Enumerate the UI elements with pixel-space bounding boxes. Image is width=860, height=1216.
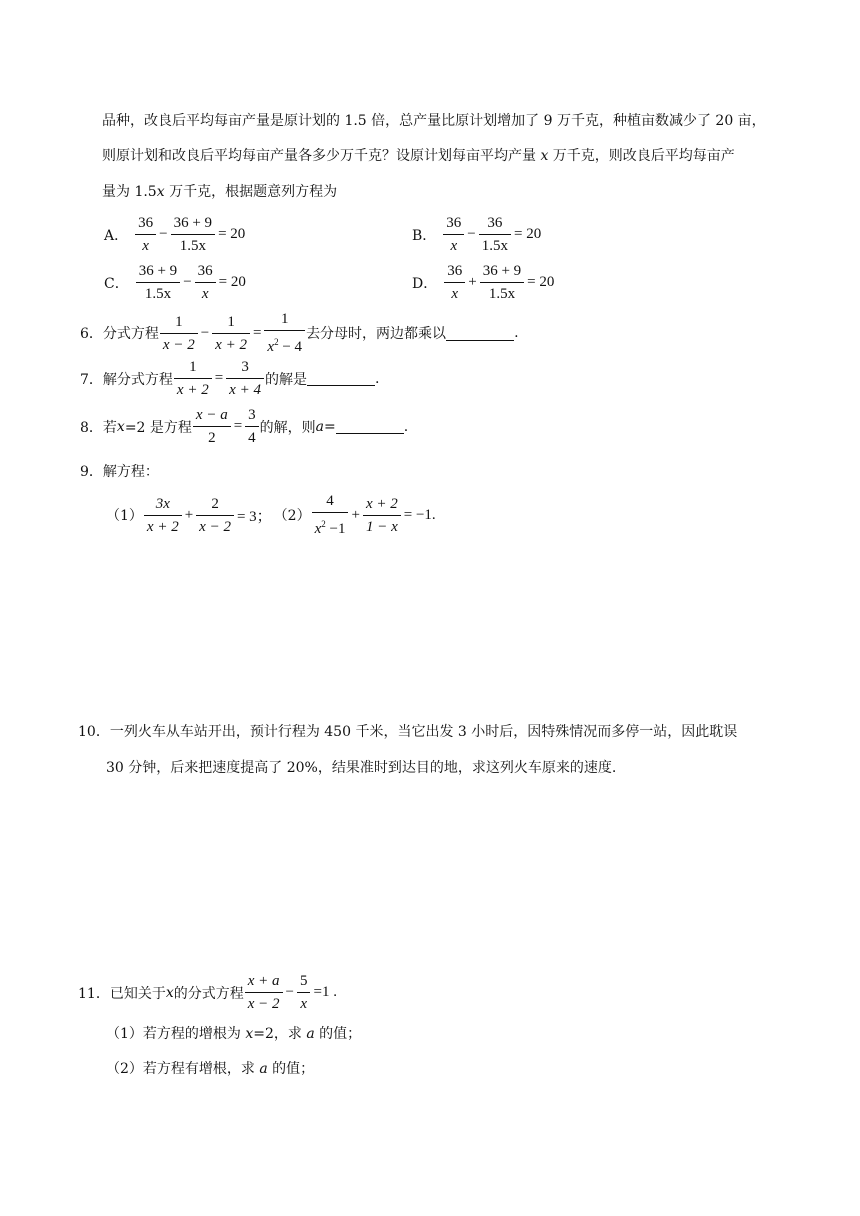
question-11 [78,972,339,1013]
rhs: = 20 [527,274,555,290]
numerator: 36 + 9 [480,262,524,283]
question-text: 分式方程 [102,326,159,342]
numerator: 1 [160,313,198,334]
numerator: 3x [144,495,182,516]
fraction [212,313,250,354]
question-text: 已知关于 [109,985,166,1002]
denominator: x − 2 [162,336,195,353]
numerator: 1 [174,358,212,379]
question-9-parts [106,492,438,538]
intro-text-2a: 则原计划和改良后平均每亩产量各多少万千克？设原计划每亩平均产量 [102,148,541,164]
denominator: x + 4 [229,382,261,398]
numerator: 1 [264,310,305,331]
numerator: 4 [312,492,349,513]
numerator: 36 [195,262,216,283]
operator: − [159,226,168,242]
intro-text-2b: 万千克，则改良后平均每亩产 [548,148,735,164]
question-6 [80,310,519,356]
fraction [171,214,215,255]
option-d-label: D． [412,275,438,292]
question-text: 的值； [267,1061,315,1077]
denominator: x [201,286,209,302]
denominator: x [142,238,149,254]
var-x: x [245,1026,254,1042]
question-text: （1）若方程的增根为 [106,1026,246,1042]
fraction [245,406,259,447]
fraction [312,492,349,538]
denominator: 1.5x [144,286,172,302]
fraction [480,262,524,303]
operator: − [183,274,192,290]
fraction [174,358,212,399]
operator: = [252,324,262,341]
numerator: 2 [196,495,234,516]
numerator: 36 [135,214,156,235]
intro-line-3 [102,182,337,202]
question-text: 去分母时，两边都乘以 [306,326,447,342]
intro-line-1 [102,111,766,131]
question-text: 的分式方程 [173,985,244,1002]
question-number: 11． [78,985,110,1002]
question-text: 30 分钟，后来把速度提高了 20%，结果准时到达目的地，求这列火车原来的速度. [106,760,617,776]
denominator: 1 − x [365,518,398,535]
fraction [443,214,464,255]
period: . [514,325,519,341]
rhs: = 20 [218,226,246,242]
var-x: x [156,184,165,200]
var-a: a [315,418,325,435]
denominator: 2 [208,430,216,446]
numerator: 3 [226,358,264,379]
operator: = [233,418,243,434]
exponent: 2 [274,337,279,347]
question-10-line-1 [78,722,737,742]
operator: = [214,370,224,386]
numerator: 36 [479,214,511,235]
question-text: 的解是 [264,371,307,388]
question-8 [80,406,408,447]
numerator: x − a [193,406,231,427]
question-number: 7． [80,371,103,388]
question-11-part-1 [106,1024,361,1044]
fraction [245,972,283,1013]
numerator: x + 2 [363,495,401,516]
var-a: a [306,1026,315,1042]
period: . [374,370,380,387]
option-c-label: C． [104,275,129,292]
question-text: 的值； [314,1026,362,1042]
option-c [104,262,248,303]
question-number: 10． [78,724,110,740]
numerator: x + a [245,972,283,993]
question-11-part-2 [106,1059,314,1079]
fraction [135,214,156,255]
fraction [196,495,234,536]
var-x: x [165,984,174,1001]
fraction [193,406,231,447]
question-number: 6． [80,326,103,342]
part-label: （2） [273,508,311,524]
denominator [264,331,305,356]
numerator: 3 [245,406,259,427]
intro-text-1: 品种，改良后平均每亩产量是原计划的 1.5 倍，总产量比原计划增加了 9 万千克，种植亩数减少了 20 亩， [102,113,766,129]
intro-text-3b: 万千克，根据题意列方程为 [164,184,338,200]
question-7 [80,358,379,399]
rhs: =1 . [313,984,337,1000]
var-a: a [259,1061,268,1077]
denominator-rest: − 4 [278,339,303,355]
numerator: 36 + 9 [171,214,215,235]
answer-blank[interactable] [336,419,404,434]
question-number: 8． [80,419,103,436]
denominator: 4 [248,430,256,446]
rhs: = −1. [403,506,436,523]
numerator: 36 [444,262,465,283]
part-label: （1） [106,508,143,524]
denominator: x − 2 [199,518,231,535]
question-text: =2，求 [253,1026,307,1042]
question-number: 9． [80,464,103,480]
fraction [195,262,216,303]
var-x: x [267,339,275,355]
denominator: 1.5x [488,286,516,302]
operator: + [468,274,477,290]
option-d [412,262,556,303]
fraction [479,214,511,255]
fraction [226,358,264,399]
question-text: 若 [102,419,117,436]
option-a-label: A． [104,227,129,244]
denominator: x − 2 [247,996,280,1012]
operator: + [184,506,194,523]
intro-line-2 [102,146,735,166]
exponent: 2 [321,519,326,529]
denominator: 1.5x [481,238,509,254]
question-text: 的解，则 [259,419,316,436]
denominator: x [451,286,459,302]
denominator: x + 2 [146,518,179,535]
answer-blank[interactable] [307,371,375,386]
option-b-label: B． [412,227,437,244]
operator: − [285,984,294,1000]
numerator: 5 [297,972,311,993]
rhs: = 20 [514,226,542,242]
question-text: =2 是方程 [124,419,192,436]
var-x: x [116,418,125,435]
denominator: x [450,238,458,254]
fraction [297,972,311,1013]
rhs: = 3； [236,508,272,525]
question-text: 解方程： [102,464,159,480]
rhs: = 20 [218,274,246,290]
answer-blank[interactable] [446,326,514,341]
numerator: 36 + 9 [136,262,180,283]
var-x: x [314,521,322,537]
operator: − [200,324,210,341]
denominator: x + 2 [176,382,209,398]
question-text: 一列火车从车站开出，预计行程为 450 千米，当它出发 3 小时后，因特殊情况而多停一站，因此耽误 [109,724,738,740]
option-a [104,214,247,255]
operator: + [351,506,360,523]
fraction [444,262,465,303]
fraction [363,495,401,536]
operator: − [467,226,476,242]
fraction [136,262,180,303]
period: . [403,418,409,435]
denominator [312,513,349,538]
numerator: 1 [212,313,250,334]
question-9-title [80,462,159,482]
fraction [264,310,305,356]
denominator: x + 2 [215,336,247,353]
intro-text-3a: 量为 1.5 [102,184,157,200]
fraction [144,495,182,536]
fraction [160,313,198,354]
question-text: （2）若方程有增根，求 [106,1061,260,1077]
denominator: 1.5x [179,238,206,254]
var-x: x [540,148,549,164]
question-text: 解分式方程 [102,371,173,388]
question-text: = [324,418,336,435]
option-b [412,214,543,255]
denominator-rest: −1 [325,521,346,537]
denominator: x [300,996,308,1012]
numerator: 36 [443,214,464,235]
question-10-line-2 [106,758,616,778]
